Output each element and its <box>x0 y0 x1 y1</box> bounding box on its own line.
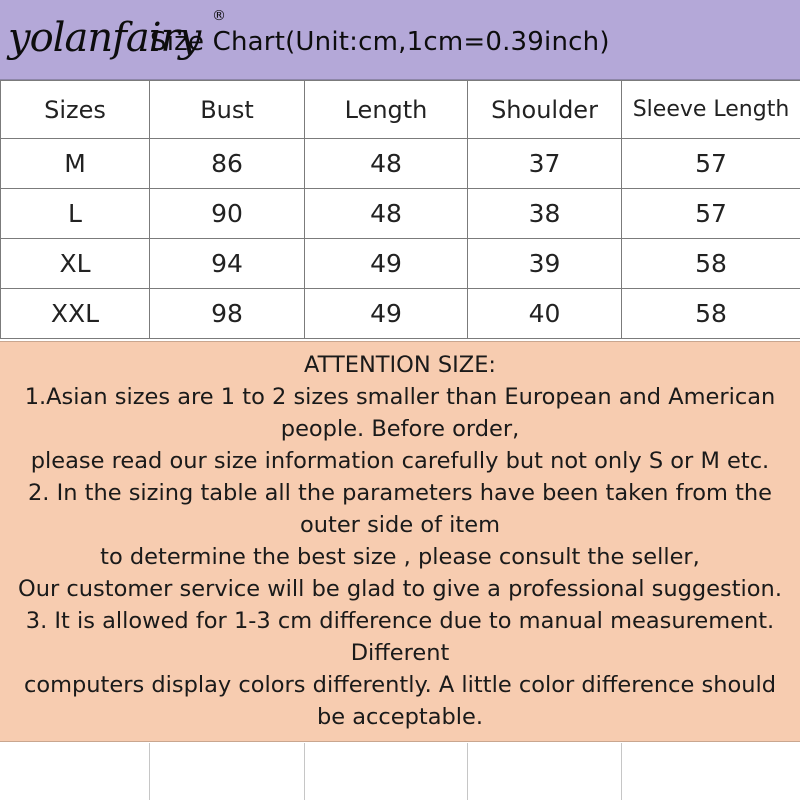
column-header-sleeve-length: Sleeve Length <box>622 81 800 139</box>
cell-shoulder: 38 <box>468 189 622 239</box>
column-header-bust: Bust <box>150 81 305 139</box>
column-header-shoulder: Shoulder <box>468 81 622 139</box>
cell-length: 48 <box>305 189 468 239</box>
table-row <box>1 289 800 339</box>
bottom-grid-remnant <box>0 743 800 800</box>
notice-heading: ATTENTION SIZE: <box>304 352 496 378</box>
notice-line: Our customer service will be glad to give a professional suggestion. <box>18 576 782 602</box>
attention-notice <box>0 341 800 742</box>
cell-bust: 90 <box>150 189 305 239</box>
table-header-row <box>1 81 800 139</box>
cell-size: L <box>1 189 150 239</box>
cell-length: 49 <box>305 239 468 289</box>
grid-divider <box>149 743 150 800</box>
column-header-sizes: Sizes <box>1 81 150 139</box>
cell-bust: 86 <box>150 139 305 189</box>
cell-sleeve-length: 58 <box>622 239 800 289</box>
cell-sleeve-length: 57 <box>622 139 800 189</box>
notice-line: please read our size information carefully but not only S or M etc. <box>30 448 770 474</box>
notice-line: people. Before order, <box>280 416 520 442</box>
cell-bust: 94 <box>150 239 305 289</box>
cell-shoulder: 37 <box>468 139 622 189</box>
cell-size: M <box>1 139 150 189</box>
cell-length: 48 <box>305 139 468 189</box>
notice-line: Different <box>350 640 450 666</box>
size-chart-title: Size Chart(Unit:cm,1cm=0.39inch) <box>150 27 610 57</box>
notice-line: 2. In the sizing table all the parameters have been taken from the <box>27 480 773 506</box>
cell-sleeve-length: 57 <box>622 189 800 239</box>
cell-sleeve-length: 58 <box>622 289 800 339</box>
grid-divider <box>467 743 468 800</box>
table-row <box>1 239 800 289</box>
notice-line: 3. It is allowed for 1-3 cm difference due to manual measurement. <box>25 608 775 634</box>
grid-divider <box>304 743 305 800</box>
cell-shoulder: 40 <box>468 289 622 339</box>
notice-line: to determine the best size , please consult the seller, <box>100 544 700 570</box>
grid-divider <box>621 743 622 800</box>
notice-line: outer side of item <box>299 512 501 538</box>
notice-line: computers display colors differently. A little color difference should <box>23 672 777 698</box>
notice-line: 1.Asian sizes are 1 to 2 sizes smaller than European and American <box>24 384 776 410</box>
column-header-length: Length <box>305 81 468 139</box>
registered-mark-icon: ® <box>212 8 226 24</box>
size-table <box>0 80 800 339</box>
cell-size: XXL <box>1 289 150 339</box>
cell-length: 49 <box>305 289 468 339</box>
cell-bust: 98 <box>150 289 305 339</box>
table-row <box>1 189 800 239</box>
notice-line: be acceptable. <box>316 704 484 730</box>
brand-logo: yolanfairy <box>8 15 201 61</box>
cell-shoulder: 39 <box>468 239 622 289</box>
cell-size: XL <box>1 239 150 289</box>
table-row <box>1 139 800 189</box>
